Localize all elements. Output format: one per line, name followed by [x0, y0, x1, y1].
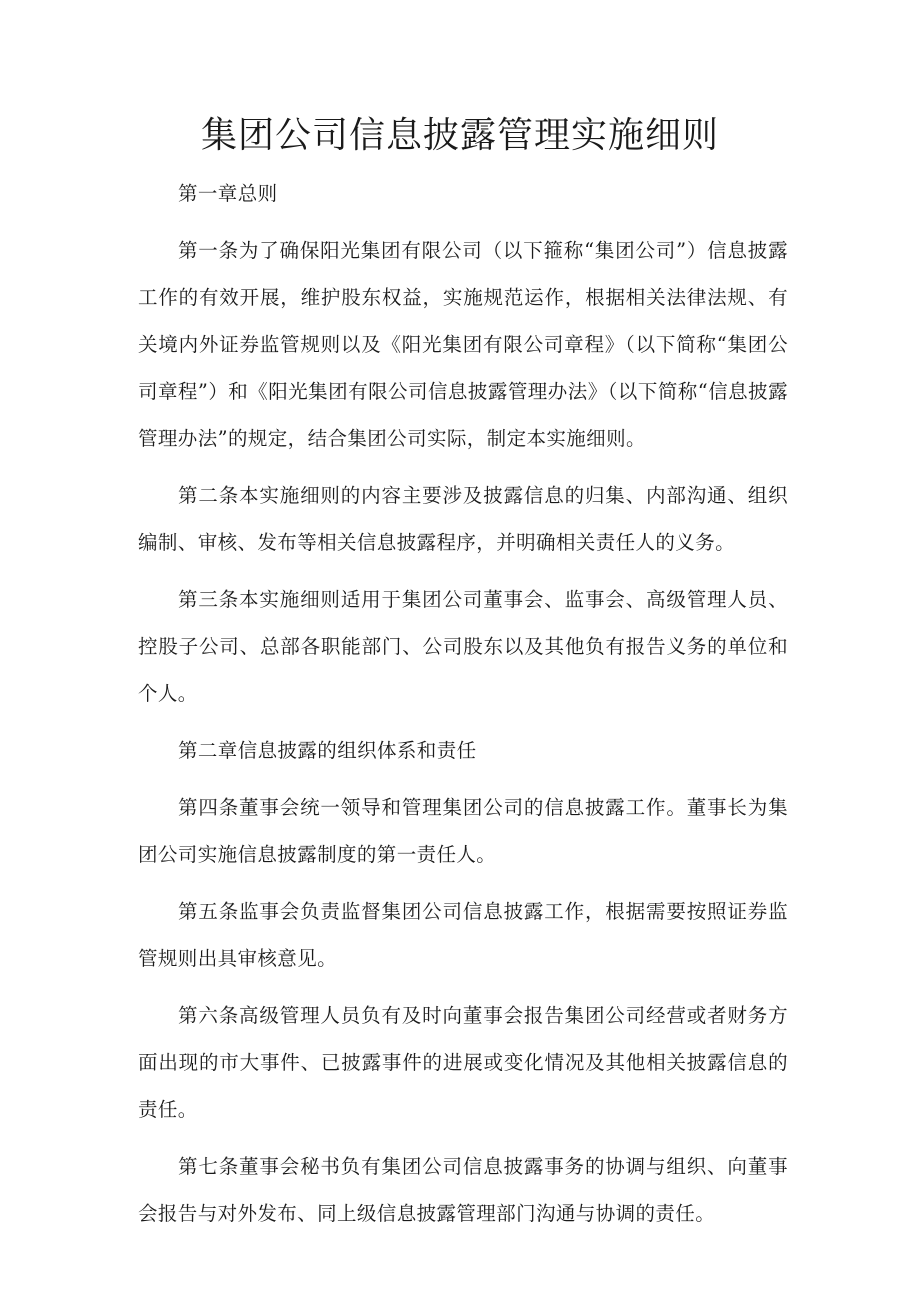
article-1: 第一条为了确保阳光集团有限公司（以下箍称“集团公司”）信息披露工作的有效开展，维护股东权益，实施规范运作，根据相关法律法规、有关境内外证券监管规则以及《阳光集团有限公司章程》（以下简称“集团公司章程”）和《阳光集团有限公司信息披露管理办法》（以下简称“信息披露管理办法”的规定，结合集团公司实际，制定本实施细则。 — [138, 239, 788, 450]
article-5: 第五条监事会负责监督集团公司信息披露工作，根据需要按照证券监管规则出具审核意见。 — [138, 900, 788, 970]
article-7: 第七条董事会秘书负有集团公司信息披露事务的协调与组织、向董事会报告与对外发布、同上级信息披露管理部门沟通与协调的责任。 — [138, 1155, 788, 1225]
document-title: 集团公司信息披露管理实施细则 — [200, 115, 719, 156]
article-2: 第二条本实施细则的内容主要涉及披露信息的归集、内部沟通、组织编制、审核、发布等相关信息披露程序，并明确相关责任人的义务。 — [138, 484, 788, 554]
chapter-1-heading: 第一章总则 — [178, 182, 278, 205]
article-4: 第四条董事会统一领导和管理集团公司的信息披露工作。董事长为集团公司实施信息披露制度的第一责任人。 — [138, 796, 788, 866]
article-3: 第三条本实施细则适用于集团公司董事会、监事会、高级管理人员、控股子公司、总部各职能部门、公司股东以及其他负有报告义务的单位和个人。 — [138, 588, 788, 705]
chapter-2-heading: 第二章信息披露的组织体系和责任 — [178, 739, 477, 762]
article-6: 第六条高级管理人员负有及时向董事会报告集团公司经营或者财务方面出现的市大事件、已披露事件的进展或变化情况及其他相关披露信息的责任。 — [138, 1004, 788, 1121]
document-body — [138, 170, 788, 1247]
